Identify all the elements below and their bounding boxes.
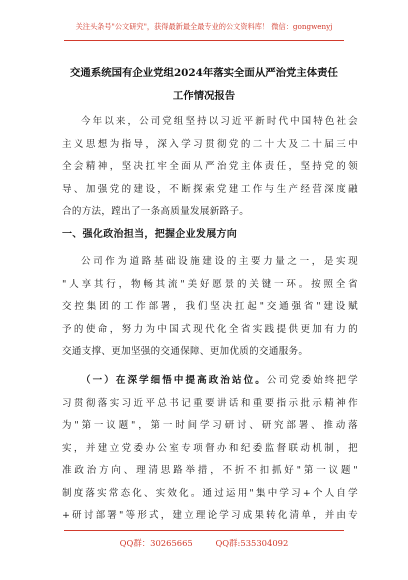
document-title-line-1: 交通系统国有企业党组2024年落实全面从严治党主体责任	[70, 67, 338, 79]
section-1-line: 交控集团的工作部署，我们坚决扛起"交通强省"建设赋	[62, 301, 358, 312]
footer-qq-group-2: QQ群:535304092	[215, 538, 289, 548]
intro-line: 合的方法，蹚出了一条高质量发展新路子。	[62, 206, 250, 217]
intro-paragraph	[62, 111, 358, 224]
top-divider	[64, 40, 344, 41]
intro-line: 导、加强党的建设，不断探索党建工作与生产经营深度融	[62, 183, 358, 195]
section-1-line: 交通支撑、更加坚强的交通保障、更加优质的交通服务。	[62, 346, 309, 357]
subsection-1-line: 准政治方向、理清思路举措，不折不扣抓好"第一议题"	[62, 465, 358, 476]
section-1-paragraph	[62, 251, 358, 364]
footer-qq-group-1: QQ群：30265665	[119, 538, 193, 548]
top-promo-banner: 关注头条号"公文研究"，获得最新最全最专业的公文资料库！ 微信：gongwenyj	[75, 22, 333, 31]
document-title-line-2: 工作情况报告	[172, 90, 236, 102]
subsection-1-line: 习贯彻落实习近平总书记重要讲话和重要指示批示精神作	[62, 397, 358, 409]
section-1-line: 予的使命，努力为中国式现代化全省实践提供更加有力的	[62, 323, 358, 335]
section-1-line: "人享其行，物畅其流"美好愿景的关键一环。按照全省	[62, 278, 358, 290]
footer-qq-groups	[0, 537, 408, 549]
intro-line: 主义思想为指导，深入学习贯彻党的二十大及二十届三中	[62, 138, 358, 150]
subsection-1-first-line-text: 公司党委始终把学	[266, 375, 358, 386]
intro-line: 全会精神，坚决扛牢全面从严治党主体责任，坚持党的领	[62, 161, 358, 172]
subsection-1-paragraph	[62, 370, 358, 528]
subsection-1-line: 为"第一议题"，第一时间学习研讨、研究部署、推动落	[62, 420, 358, 431]
intro-line: 今年以来，公司党组坚持以习近平新时代中国特色社会	[81, 116, 358, 127]
section-heading-1: 一、强化政治担当，把握企业发展方向	[62, 229, 238, 240]
subsection-1-label: （一）在深学细悟中提高政治站位。	[81, 375, 267, 386]
subsection-1-line: 实，并建立党委办公室专项督办和纪委监督联动机制，把	[62, 442, 358, 454]
subsection-1-line: +研讨部署"等形式，建立理论学习成果转化清单，并由专	[62, 510, 358, 521]
bottom-divider	[64, 530, 344, 531]
subsection-1-line: 制度落实常态化、实效化。通过运用"集中学习+个人自学	[62, 487, 358, 499]
subsection-1-first-line	[62, 370, 358, 393]
section-1-line: 公司作为道路基础设施建设的主要力量之一，是实现	[81, 256, 358, 267]
